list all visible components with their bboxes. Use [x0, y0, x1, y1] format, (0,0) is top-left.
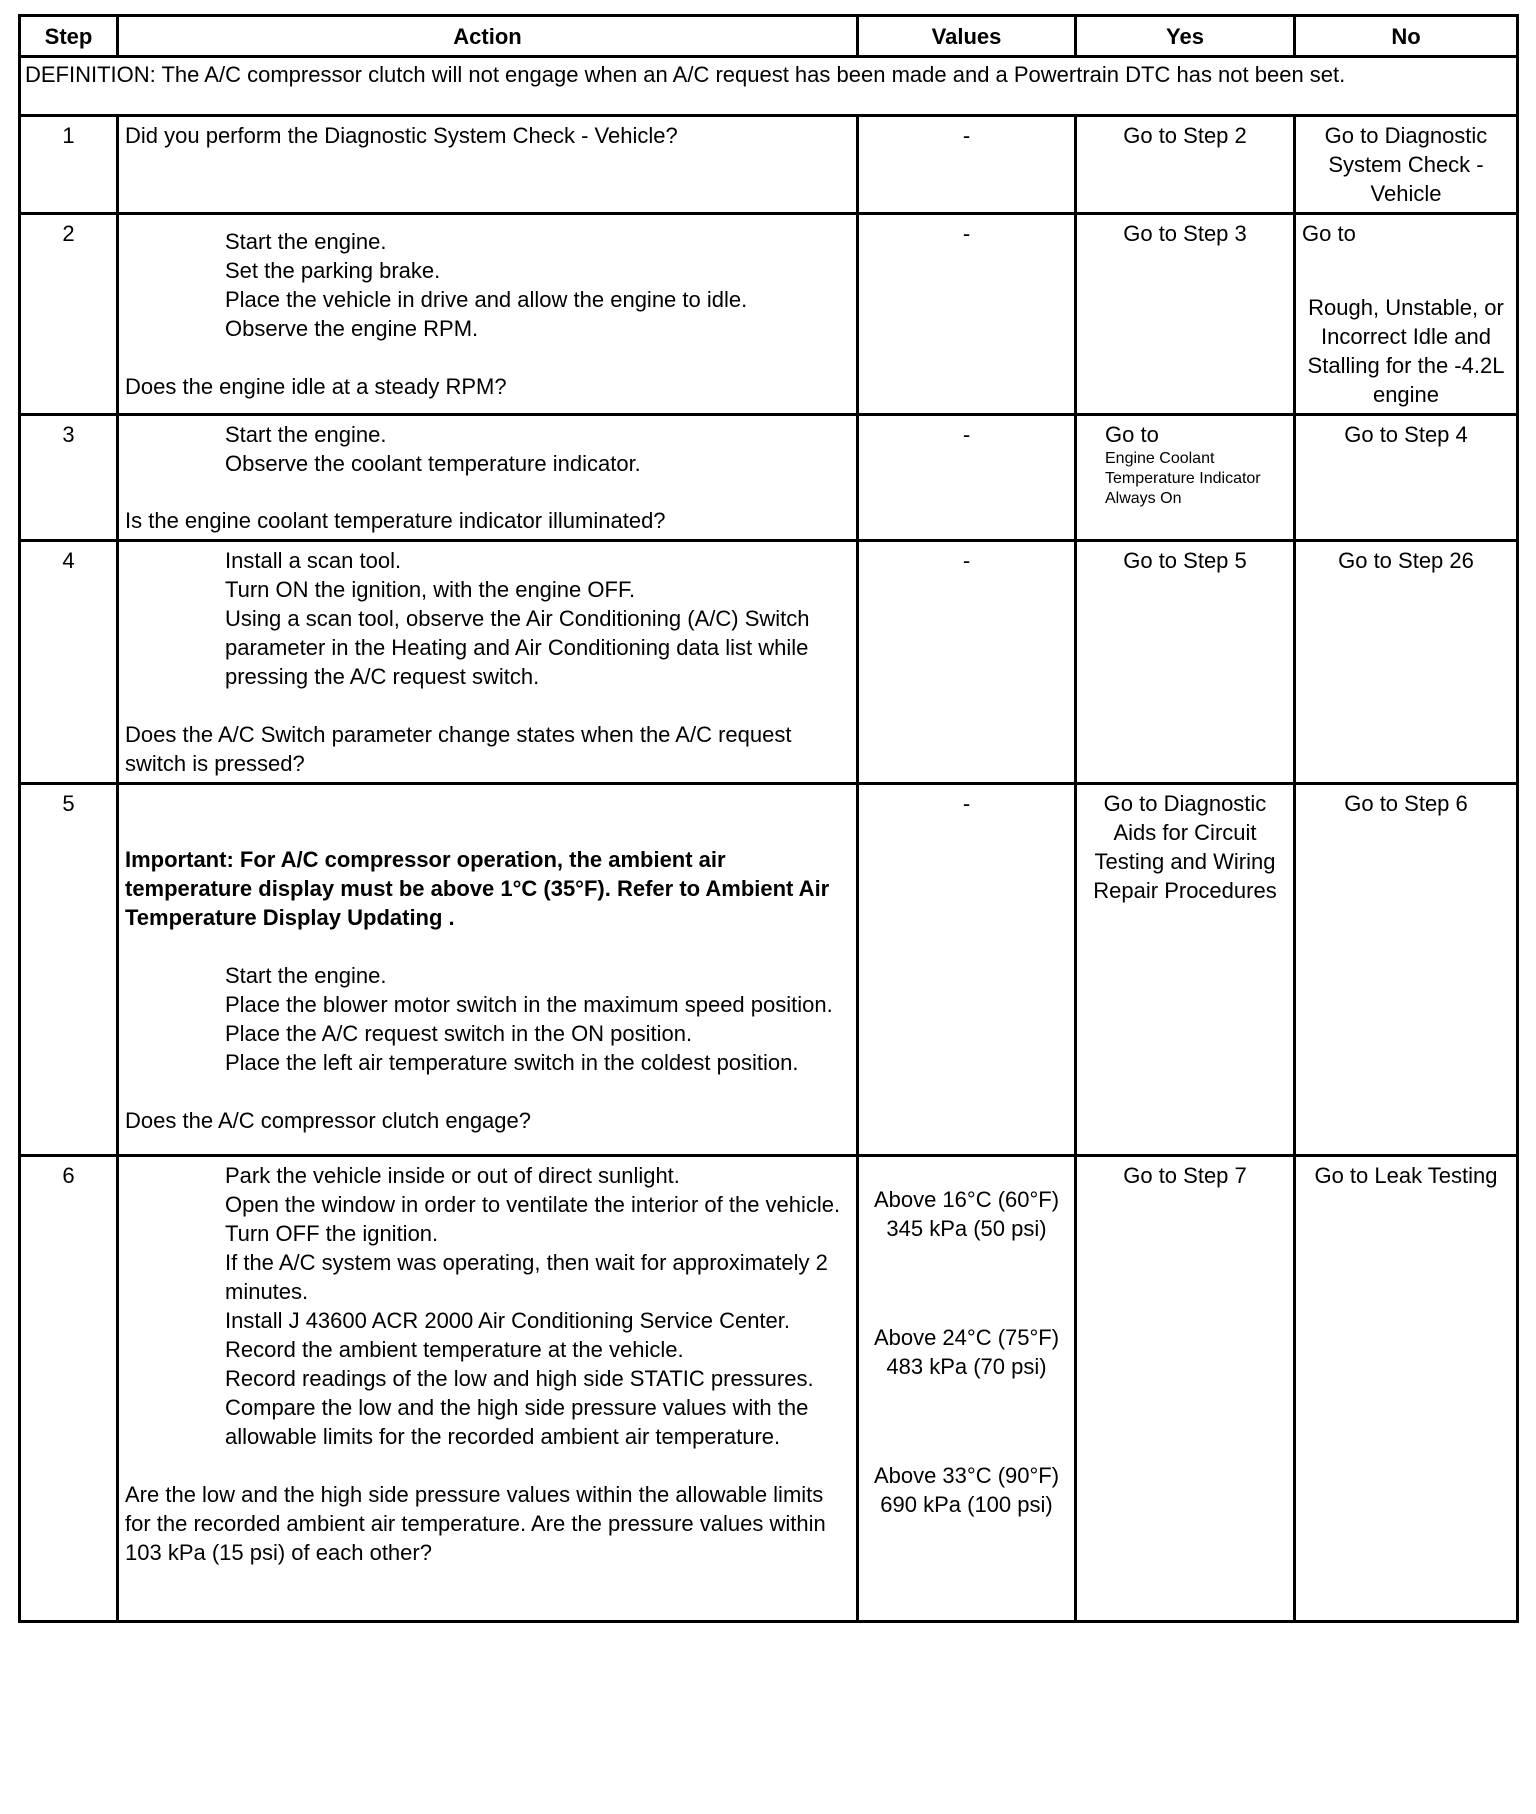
yes-cell [1076, 415, 1295, 541]
step-number: 5 [20, 784, 118, 1156]
action-question: Did you perform the Diagnostic System Check - Vehicle? [125, 123, 678, 148]
step-number: 1 [20, 116, 118, 214]
no-cell: Go to Step 4 [1295, 415, 1518, 541]
no-cell: Go to Diagnostic System Check - Vehicle [1295, 116, 1518, 214]
no-cell: Go to Step 6 [1295, 784, 1518, 1156]
yes-cell: Go to Diagnostic Aids for Circuit Testing and Wiring Repair Procedures [1076, 784, 1295, 1156]
value-threshold: Above 24°C (75°F) 483 kPa (70 psi) [873, 1325, 1060, 1379]
step-number: 3 [20, 415, 118, 541]
no-cell: Go to Leak Testing [1295, 1156, 1518, 1622]
action-steps [125, 420, 850, 478]
action-step: Using a scan tool, observe the Air Conditioning (A/C) Switch parameter in the Heating and Air Conditioning data list while pressing the A/C request switch. [225, 606, 810, 689]
table-row [20, 116, 1518, 214]
table-row [20, 214, 1518, 415]
action-cell [118, 541, 858, 784]
yes-cell: Go to Step 3 [1076, 214, 1295, 415]
no-cell: Go to Step 26 [1295, 541, 1518, 784]
action-cell [118, 1156, 858, 1622]
no-goto-prefix: Go to [1302, 221, 1356, 246]
action-steps [125, 227, 850, 343]
action-step: If the A/C system was operating, then wait for approximately 2 minutes. [225, 1250, 828, 1304]
important-note: Important: For A/C compressor operation, the ambient air temperature display must be above 1°C (35°F). Refer to Ambient Air Temperature Display Updating . [125, 847, 830, 930]
action-step: Place the left air temperature switch in the coldest position. [225, 1050, 799, 1075]
action-step: Start the engine. [225, 229, 387, 254]
table-row [20, 541, 1518, 784]
action-step: Turn OFF the ignition. [225, 1221, 439, 1246]
step-number: 4 [20, 541, 118, 784]
value-threshold: Above 33°C (90°F) 690 kPa (100 psi) [873, 1463, 1060, 1517]
action-step: Compare the low and the high side pressure values with the allowable limits for the recorded ambient air temperature. [225, 1395, 809, 1449]
action-step: Record the ambient temperature at the vehicle. [225, 1337, 684, 1362]
values-cell: - [858, 415, 1076, 541]
header-action: Action [118, 16, 858, 57]
table-row [20, 784, 1518, 1156]
action-step: Install a scan tool. [225, 548, 402, 573]
definition-text: DEFINITION: The A/C compressor clutch will not engage when an A/C request has been made and a Powertrain DTC has not been set. [20, 57, 1518, 116]
value-threshold: Above 16°C (60°F) 345 kPa (50 psi) [873, 1187, 1060, 1241]
yes-cell: Go to Step 2 [1076, 116, 1295, 214]
action-steps [125, 961, 850, 1077]
action-question: Are the low and the high side pressure values within the allowable limits for the recorded ambient air temperature. Are the pressure values within 103 kPa (15 psi) of each other? [125, 1482, 826, 1565]
action-step: Open the window in order to ventilate the interior of the vehicle. [225, 1192, 841, 1217]
header-no: No [1295, 16, 1518, 57]
action-step: Park the vehicle inside or out of direct sunlight. [225, 1163, 680, 1188]
action-cell [118, 116, 858, 214]
values-cell [858, 1156, 1076, 1622]
values-cell: - [858, 784, 1076, 1156]
yes-goto-prefix: Go to [1105, 422, 1159, 447]
no-cell [1295, 214, 1518, 415]
action-question: Does the A/C compressor clutch engage? [125, 1108, 532, 1133]
action-step: Turn ON the ignition, with the engine OFF. [225, 577, 636, 602]
action-step: Record readings of the low and high side STATIC pressures. [225, 1366, 814, 1391]
yes-link-text[interactable]: Engine Coolant Temperature Indicator Always On [1105, 450, 1261, 507]
table-row [20, 1156, 1518, 1622]
header-yes: Yes [1076, 16, 1295, 57]
action-step: Observe the coolant temperature indicator. [225, 451, 641, 476]
action-step: Start the engine. [225, 422, 387, 447]
action-steps [125, 1161, 850, 1451]
action-steps [125, 546, 850, 691]
header-row [20, 16, 1518, 57]
diagnostic-table [18, 14, 1519, 1623]
header-values: Values [858, 16, 1076, 57]
action-cell [118, 415, 858, 541]
action-step: Set the parking brake. [225, 258, 441, 283]
action-step: Place the vehicle in drive and allow the engine to idle. [225, 287, 748, 312]
action-step: Start the engine. [225, 963, 387, 988]
no-link-text[interactable]: Rough, Unstable, or Incorrect Idle and Stalling for the -4.2L engine [1307, 295, 1505, 407]
definition-row [20, 57, 1518, 116]
yes-cell: Go to Step 7 [1076, 1156, 1295, 1622]
action-question: Does the A/C Switch parameter change states when the A/C request switch is pressed? [125, 722, 792, 776]
action-step: Place the blower motor switch in the maximum speed position. [225, 992, 833, 1017]
action-cell [118, 214, 858, 415]
values-cell: - [858, 214, 1076, 415]
yes-cell: Go to Step 5 [1076, 541, 1295, 784]
step-number: 6 [20, 1156, 118, 1622]
action-step: Place the A/C request switch in the ON position. [225, 1021, 693, 1046]
action-step: Install J 43600 ACR 2000 Air Conditioning Service Center. [225, 1308, 790, 1333]
step-number: 2 [20, 214, 118, 415]
action-step: Observe the engine RPM. [225, 316, 479, 341]
action-cell [118, 784, 858, 1156]
values-cell: - [858, 116, 1076, 214]
action-question: Is the engine coolant temperature indicator illuminated? [125, 508, 666, 533]
table-row [20, 415, 1518, 541]
header-step: Step [20, 16, 118, 57]
action-question: Does the engine idle at a steady RPM? [125, 374, 507, 399]
values-cell: - [858, 541, 1076, 784]
